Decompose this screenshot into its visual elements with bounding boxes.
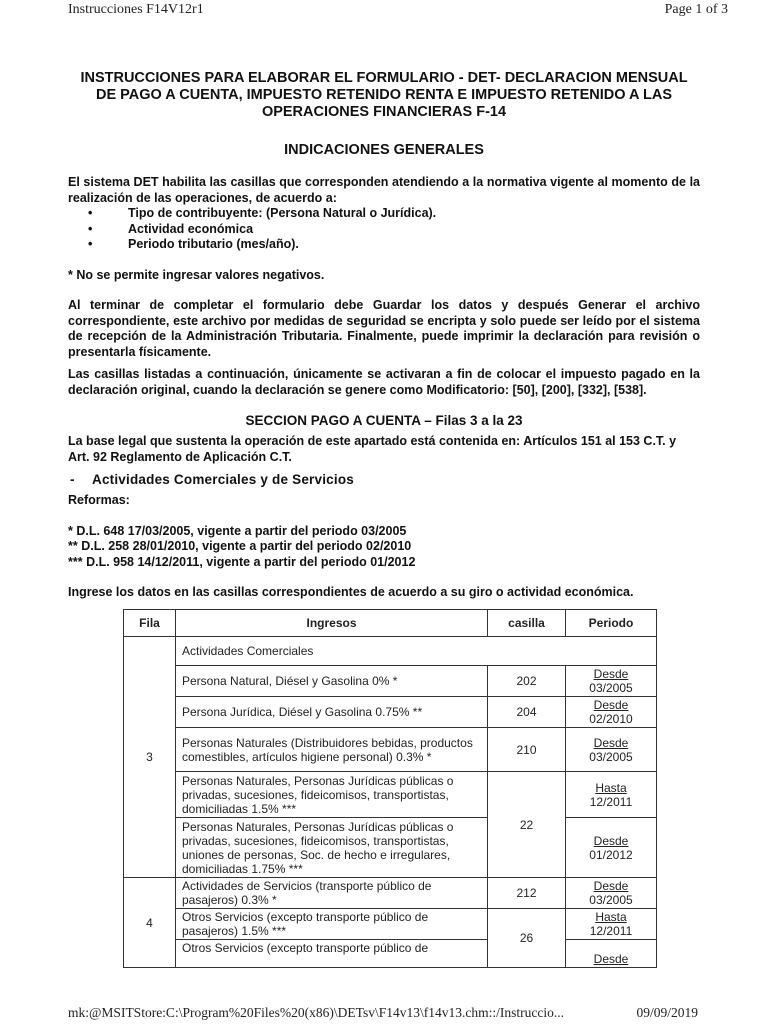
section-title: SECCION PAGO A CUENTA – Filas 3 a la 23 (245, 413, 523, 428)
subsection-title: Actividades Comerciales y de Servicios (92, 472, 354, 487)
reforma-item: * D.L. 648 17/03/2005, vigente a partir del periodo 03/2005 (68, 523, 407, 538)
periodo-label: Desde (593, 952, 629, 966)
periodo-cell (566, 666, 657, 697)
column-header-ingresos: Ingresos (176, 610, 488, 637)
column-header-casilla: casilla (488, 610, 566, 637)
reforma-item: ** D.L. 258 28/01/2010, vigente a partir del periodo 02/2010 (68, 539, 412, 553)
header-doc-name: Instrucciones F14V12r1 (68, 2, 204, 17)
table-row (124, 637, 657, 666)
table-row (124, 878, 657, 909)
periodo-date: 03/2005 (589, 681, 633, 695)
document-title (68, 70, 700, 121)
ingresos-cell: Personas Naturales, Personas Jurídicas públicas o privadas, sucesiones, fideicomisos, transportistas, domiciliadas 1.5% *** (176, 772, 488, 818)
casilla-cell: 202 (488, 666, 566, 697)
periodo-date: 02/2010 (589, 712, 633, 726)
periodo-cell (566, 728, 657, 772)
table-header-row (124, 610, 657, 637)
ingresos-cell: Persona Natural, Diésel y Gasolina 0% * (176, 666, 488, 697)
casilla-cell: 26 (488, 909, 566, 968)
ingresos-cell: Persona Jurídica, Diésel y Gasolina 0.75% ** (176, 697, 488, 728)
page-header (68, 2, 728, 22)
header-page-number: Page 1 of 3 (664, 2, 728, 17)
fila-cell: 3 (124, 637, 176, 878)
column-header-fila: Fila (124, 610, 176, 637)
casilla-cell: 212 (488, 878, 566, 909)
ingresos-cell: Actividades de Servicios (transporte público de pasajeros) 0.3% * (176, 878, 488, 909)
table-row (124, 666, 657, 697)
periodo-cell (566, 697, 657, 728)
ingresos-cell: Otros Servicios (excepto transporte público de (176, 940, 488, 968)
section-subtitle: INDICACIONES GENERALES (284, 142, 484, 158)
legal-base-paragraph: La base legal que sustenta la operación de este apartado está contenida en: Artículos 151 al 153 C.T. y Art. 92 Reglamento de Aplicación C.T. (68, 434, 677, 464)
periodo-cell (566, 878, 657, 909)
ingresos-cell: Personas Naturales (Distribuidores bebidas, productos comestibles, artículos higiene personal) 0.3% * (176, 728, 488, 772)
periodo-label: Hasta (595, 910, 627, 924)
ingresos-cell: Otros Servicios (excepto transporte público de pasajeros) 1.5% *** (176, 909, 488, 940)
casilla-cell: 204 (488, 697, 566, 728)
list-item: • Actividad económica (128, 222, 700, 238)
subsection-heading (68, 472, 700, 487)
table-row (124, 728, 657, 772)
title-line: OPERACIONES FINANCIERAS F-14 (261, 104, 507, 120)
periodo-date: 12/2011 (589, 924, 633, 938)
page-footer (68, 1005, 698, 1023)
title-line: INSTRUCCIONES PARA ELABORAR EL FORMULARIO - DET- DECLARACION MENSUAL (80, 70, 688, 86)
periodo-label: Desde (593, 833, 629, 848)
title-line: DE PAGO A CUENTA, IMPUESTO RETENIDO RENTA E IMPUESTO RETENIDO A LAS (95, 87, 672, 103)
list-item: • Tipo de contribuyente: (Persona Natural o Jurídica). (128, 206, 700, 222)
reformas-list (68, 524, 700, 571)
modificatorio-paragraph: Las casillas listadas a continuación, únicamente se activaran a fin de colocar el impuesto pagado en la declaración original, cuando la declaración se genere como Modificatorio: [50], [200], [332], [538]. (68, 367, 700, 397)
negative-values-note: * No se permite ingresar valores negativos. (68, 267, 325, 282)
table-row (124, 940, 657, 968)
periodo-cell (566, 818, 657, 878)
category-cell: Actividades Comerciales (176, 637, 657, 666)
footer-date: 09/09/2019 (636, 1005, 698, 1020)
casillas-table (123, 609, 657, 968)
document-body (68, 70, 700, 601)
periodo-date: 01/2012 (589, 847, 633, 862)
reforma-item: *** D.L. 958 14/12/2011, vigente a partir del periodo 01/2012 (68, 554, 416, 569)
periodo-date: 03/2005 (589, 749, 633, 764)
intro-paragraph: El sistema DET habilita las casillas que corresponden atendiendo a la normativa vigente al momento de la realización de las operaciones, de acuerdo a: (68, 175, 700, 205)
subsection-dash: - (70, 472, 75, 487)
periodo-label: Desde (593, 735, 629, 750)
ingresos-cell: Personas Naturales, Personas Jurídicas públicas o privadas, sucesiones, fideicomisos, transportistas, uniones de personas, Soc. de hecho e irregulares, domiciliadas 1.75% *** (176, 818, 488, 878)
periodo-cell (566, 909, 657, 940)
table-row (124, 697, 657, 728)
criteria-list (68, 206, 700, 253)
periodo-date: 03/2005 (589, 893, 633, 907)
table-instruction: Ingrese los datos en las casillas correspondientes de acuerdo a su giro o actividad económica. (68, 585, 634, 599)
periodo-label: Desde (593, 667, 629, 681)
periodo-cell (566, 940, 657, 968)
reformas-label: Reformas: (68, 493, 130, 507)
casilla-cell: 22 (488, 772, 566, 878)
periodo-label: Hasta (595, 780, 627, 795)
column-header-periodo: Periodo (566, 610, 657, 637)
periodo-label: Desde (593, 698, 629, 712)
periodo-cell (566, 772, 657, 818)
table-row (124, 772, 657, 818)
casilla-cell: 210 (488, 728, 566, 772)
footer-source-url: mk:@MSITStore:C:\Program%20Files%20(x86)\DETsv\F14v13\f14v13.chm::/Instruccio... (68, 1005, 564, 1020)
periodo-date: 12/2011 (589, 794, 633, 809)
table-row (124, 909, 657, 940)
list-item: • Periodo tributario (mes/año). (128, 237, 700, 253)
save-instructions-paragraph: Al terminar de completar el formulario debe Guardar los datos y después Generar el archivo correspondiente, este archivo por medidas de seguridad se encripta y solo puede ser leído por el sistema de recepción de la Administración Tributaria. Finalmente, puede imprimir la declaración para revisión o presentarla físicamente. (68, 298, 700, 359)
table-row (124, 818, 657, 878)
periodo-label: Desde (593, 879, 629, 893)
fila-cell: 4 (124, 878, 176, 968)
